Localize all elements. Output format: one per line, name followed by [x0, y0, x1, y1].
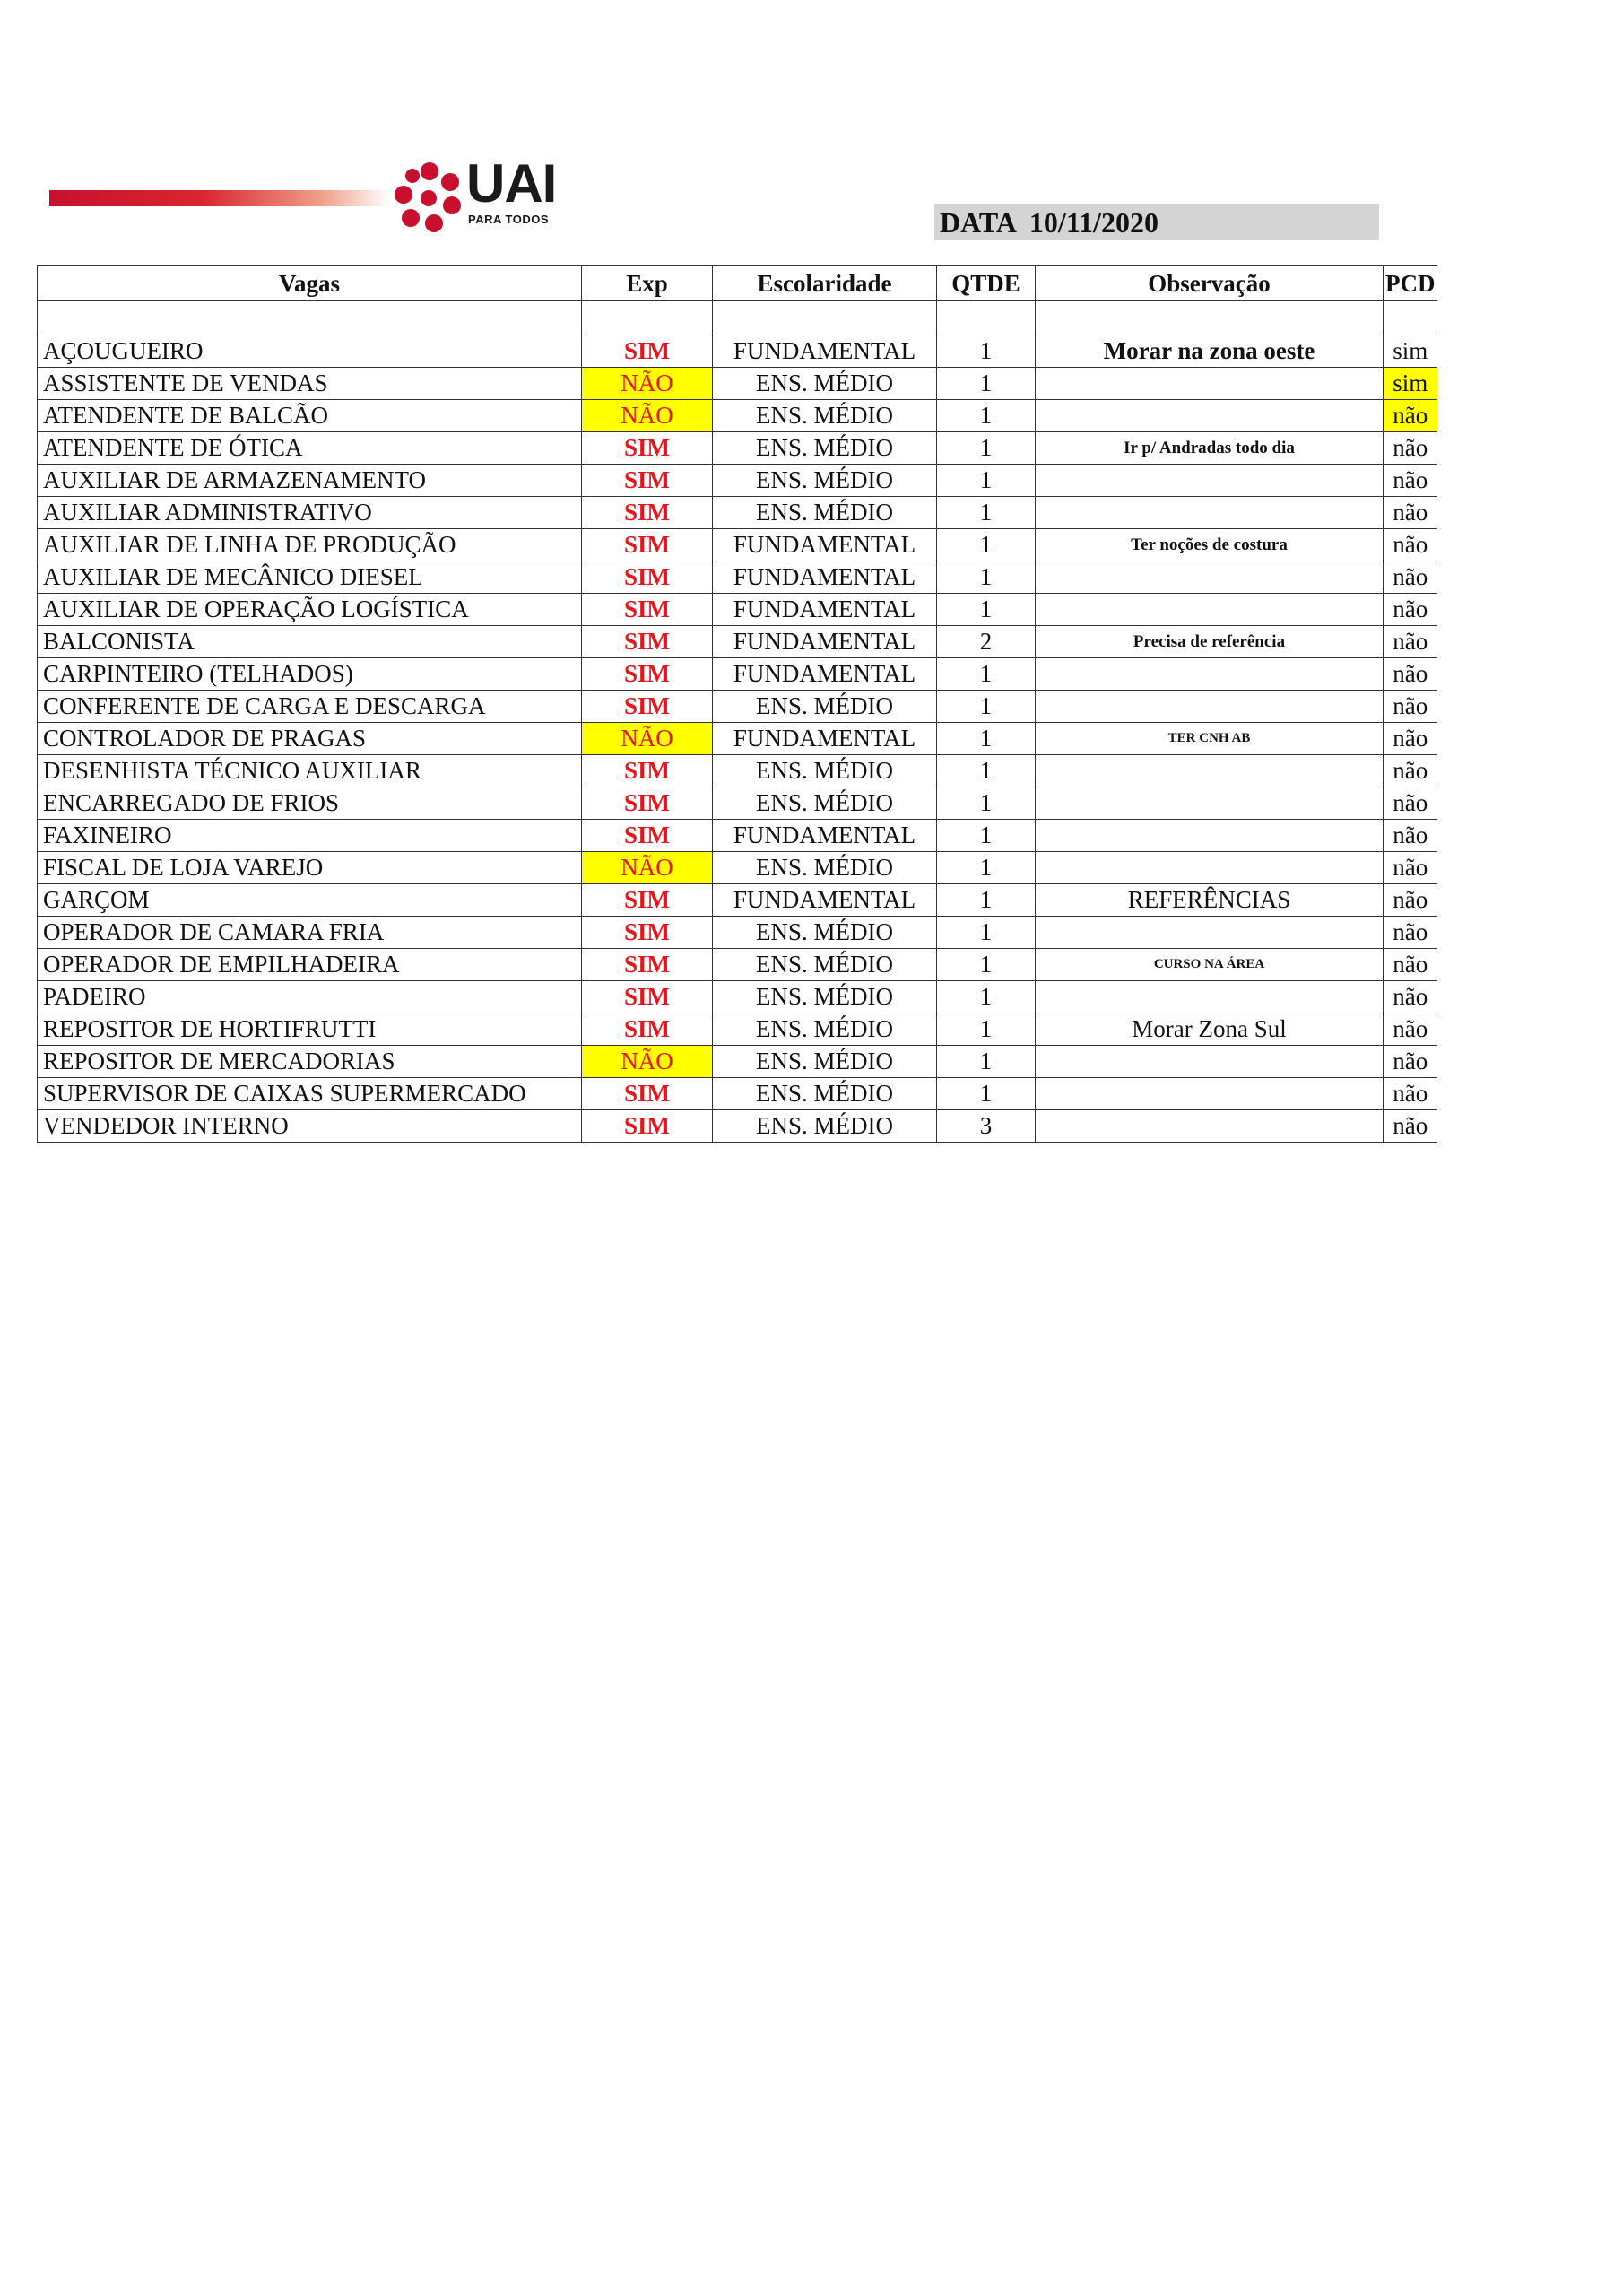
escolaridade-cell: ENS. MÉDIO [713, 1078, 937, 1110]
vaga-cell: VENDEDOR INTERNO [38, 1110, 582, 1143]
exp-cell: SIM [582, 335, 713, 368]
blank-cell [1384, 301, 1437, 335]
qtde-cell: 1 [937, 981, 1036, 1013]
qtde-cell: 1 [937, 1078, 1036, 1110]
table-row [38, 658, 1437, 691]
observacao-cell: CURSO NA ÁREA [1036, 949, 1384, 981]
qtde-cell: 1 [937, 529, 1036, 561]
observacao-cell: TER CNH AB [1036, 723, 1384, 755]
escolaridade-cell: ENS. MÉDIO [713, 691, 937, 723]
pcd-cell: sim [1384, 335, 1437, 368]
table-row [38, 723, 1437, 755]
qtde-cell: 1 [937, 884, 1036, 917]
table-row [38, 335, 1437, 368]
blank-cell [713, 301, 937, 335]
exp-cell: SIM [582, 1078, 713, 1110]
pcd-cell: não [1384, 1110, 1437, 1143]
pcd-cell: não [1384, 561, 1437, 594]
table-header-row [38, 266, 1437, 301]
exp-cell: SIM [582, 787, 713, 820]
observacao-cell: Morar na zona oeste [1036, 335, 1384, 368]
table-row [38, 1046, 1437, 1078]
date-value: 10/11/2020 [1028, 206, 1159, 239]
table-row [38, 1013, 1437, 1046]
observacao-cell [1036, 465, 1384, 497]
escolaridade-cell: ENS. MÉDIO [713, 981, 937, 1013]
escolaridade-cell: ENS. MÉDIO [713, 465, 937, 497]
table-row [38, 787, 1437, 820]
table-row [38, 400, 1437, 432]
pcd-cell: não [1384, 1078, 1437, 1110]
exp-cell: SIM [582, 497, 713, 529]
jobs-table [37, 265, 1437, 1143]
exp-cell: SIM [582, 1110, 713, 1143]
vaga-cell: CONFERENTE DE CARGA E DESCARGA [38, 691, 582, 723]
qtde-cell: 1 [937, 561, 1036, 594]
escolaridade-cell: ENS. MÉDIO [713, 432, 937, 465]
escolaridade-cell: FUNDAMENTAL [713, 884, 937, 917]
vaga-cell: AUXILIAR DE ARMAZENAMENTO [38, 465, 582, 497]
escolaridade-cell: ENS. MÉDIO [713, 917, 937, 949]
vaga-cell: ENCARREGADO DE FRIOS [38, 787, 582, 820]
exp-cell: NÃO [582, 723, 713, 755]
exp-cell: SIM [582, 755, 713, 787]
table-row [38, 497, 1437, 529]
table-row [38, 820, 1437, 852]
qtde-cell: 1 [937, 335, 1036, 368]
vaga-cell: CARPINTEIRO (TELHADOS) [38, 658, 582, 691]
escolaridade-cell: FUNDAMENTAL [713, 594, 937, 626]
pcd-cell: não [1384, 884, 1437, 917]
pcd-cell: não [1384, 497, 1437, 529]
qtde-cell: 1 [937, 949, 1036, 981]
vaga-cell: AUXILIAR ADMINISTRATIVO [38, 497, 582, 529]
exp-cell: NÃO [582, 400, 713, 432]
pcd-cell: não [1384, 465, 1437, 497]
date-box [934, 204, 1379, 240]
qtde-cell: 1 [937, 691, 1036, 723]
escolaridade-cell: FUNDAMENTAL [713, 723, 937, 755]
observacao-cell [1036, 755, 1384, 787]
exp-cell: SIM [582, 917, 713, 949]
escolaridade-cell: ENS. MÉDIO [713, 787, 937, 820]
escolaridade-cell: ENS. MÉDIO [713, 852, 937, 884]
table-row [38, 1078, 1437, 1110]
date-label: DATA [940, 206, 1017, 239]
blank-cell [937, 301, 1036, 335]
observacao-cell [1036, 981, 1384, 1013]
vaga-cell: ASSISTENTE DE VENDAS [38, 368, 582, 400]
escolaridade-cell: ENS. MÉDIO [713, 497, 937, 529]
qtde-cell: 1 [937, 465, 1036, 497]
exp-cell: SIM [582, 529, 713, 561]
observacao-cell [1036, 917, 1384, 949]
escolaridade-cell: FUNDAMENTAL [713, 820, 937, 852]
vaga-cell: PADEIRO [38, 981, 582, 1013]
vaga-cell: FAXINEIRO [38, 820, 582, 852]
table-row [38, 917, 1437, 949]
exp-cell: SIM [582, 949, 713, 981]
escolaridade-cell: ENS. MÉDIO [713, 368, 937, 400]
exp-cell: NÃO [582, 852, 713, 884]
vaga-cell: OPERADOR DE CAMARA FRIA [38, 917, 582, 949]
vaga-cell: AÇOUGUEIRO [38, 335, 582, 368]
exp-cell: SIM [582, 1013, 713, 1046]
header-exp: Exp [582, 266, 713, 301]
escolaridade-cell: FUNDAMENTAL [713, 626, 937, 658]
exp-cell: SIM [582, 658, 713, 691]
header-gradient-bar [49, 190, 390, 206]
vaga-cell: AUXILIAR DE LINHA DE PRODUÇÃO [38, 529, 582, 561]
escolaridade-cell: ENS. MÉDIO [713, 1046, 937, 1078]
vaga-cell: ATENDENTE DE BALCÃO [38, 400, 582, 432]
qtde-cell: 1 [937, 368, 1036, 400]
pcd-cell: não [1384, 917, 1437, 949]
qtde-cell: 1 [937, 723, 1036, 755]
uai-flower-logo-icon [393, 159, 466, 239]
pcd-cell: não [1384, 691, 1437, 723]
vaga-cell: DESENHISTA TÉCNICO AUXILIAR [38, 755, 582, 787]
logo-subtitle: PARA TODOS [468, 213, 549, 226]
observacao-cell [1036, 1110, 1384, 1143]
pcd-cell: não [1384, 432, 1437, 465]
pcd-cell: não [1384, 400, 1437, 432]
qtde-cell: 3 [937, 1110, 1036, 1143]
qtde-cell: 1 [937, 1046, 1036, 1078]
qtde-cell: 1 [937, 755, 1036, 787]
exp-cell: SIM [582, 981, 713, 1013]
pcd-cell: não [1384, 529, 1437, 561]
observacao-cell [1036, 658, 1384, 691]
pcd-cell: sim [1384, 368, 1437, 400]
observacao-cell [1036, 852, 1384, 884]
observacao-cell [1036, 497, 1384, 529]
exp-cell: SIM [582, 594, 713, 626]
qtde-cell: 1 [937, 594, 1036, 626]
exp-cell: SIM [582, 432, 713, 465]
exp-cell: NÃO [582, 368, 713, 400]
exp-cell: SIM [582, 884, 713, 917]
table-row [38, 949, 1437, 981]
vaga-cell: AUXILIAR DE MECÂNICO DIESEL [38, 561, 582, 594]
observacao-cell: Precisa de referência [1036, 626, 1384, 658]
table-row [38, 561, 1437, 594]
pcd-cell: não [1384, 787, 1437, 820]
header-qtde: QTDE [937, 266, 1036, 301]
vaga-cell: BALCONISTA [38, 626, 582, 658]
observacao-cell [1036, 820, 1384, 852]
escolaridade-cell: FUNDAMENTAL [713, 658, 937, 691]
escolaridade-cell: ENS. MÉDIO [713, 949, 937, 981]
observacao-cell [1036, 787, 1384, 820]
pcd-cell: não [1384, 1013, 1437, 1046]
uai-logo [393, 153, 563, 239]
pcd-cell: não [1384, 594, 1437, 626]
exp-cell: SIM [582, 820, 713, 852]
exp-cell: SIM [582, 691, 713, 723]
vaga-cell: ATENDENTE DE ÓTICA [38, 432, 582, 465]
escolaridade-cell: ENS. MÉDIO [713, 755, 937, 787]
escolaridade-cell: ENS. MÉDIO [713, 1110, 937, 1143]
table-row [38, 981, 1437, 1013]
escolaridade-cell: FUNDAMENTAL [713, 335, 937, 368]
header-pcd: PCD [1384, 266, 1437, 301]
escolaridade-cell: ENS. MÉDIO [713, 400, 937, 432]
qtde-cell: 1 [937, 852, 1036, 884]
observacao-cell: Ter noções de costura [1036, 529, 1384, 561]
escolaridade-cell: FUNDAMENTAL [713, 529, 937, 561]
exp-cell: NÃO [582, 1046, 713, 1078]
qtde-cell: 1 [937, 400, 1036, 432]
blank-cell [582, 301, 713, 335]
header-observacao: Observação [1036, 266, 1384, 301]
vaga-cell: AUXILIAR DE OPERAÇÃO LOGÍSTICA [38, 594, 582, 626]
qtde-cell: 1 [937, 497, 1036, 529]
table-row [38, 432, 1437, 465]
blank-cell [38, 301, 582, 335]
qtde-cell: 1 [937, 787, 1036, 820]
observacao-cell [1036, 561, 1384, 594]
escolaridade-cell: FUNDAMENTAL [713, 561, 937, 594]
pcd-cell: não [1384, 949, 1437, 981]
logo-word: UAI [466, 153, 557, 213]
table-row [38, 1110, 1437, 1143]
pcd-cell: não [1384, 820, 1437, 852]
observacao-cell [1036, 1046, 1384, 1078]
pcd-cell: não [1384, 852, 1437, 884]
qtde-cell: 1 [937, 820, 1036, 852]
observacao-cell [1036, 400, 1384, 432]
vaga-cell: GARÇOM [38, 884, 582, 917]
exp-cell: SIM [582, 626, 713, 658]
observacao-cell: Morar Zona Sul [1036, 1013, 1384, 1046]
table-row [38, 691, 1437, 723]
observacao-cell [1036, 368, 1384, 400]
escolaridade-cell: ENS. MÉDIO [713, 1013, 937, 1046]
qtde-cell: 2 [937, 626, 1036, 658]
blank-row [38, 301, 1437, 335]
blank-cell [1036, 301, 1384, 335]
pcd-cell: não [1384, 755, 1437, 787]
pcd-cell: não [1384, 658, 1437, 691]
qtde-cell: 1 [937, 1013, 1036, 1046]
vaga-cell: FISCAL DE LOJA VAREJO [38, 852, 582, 884]
table-row [38, 529, 1437, 561]
observacao-cell [1036, 691, 1384, 723]
pcd-cell: não [1384, 981, 1437, 1013]
qtde-cell: 1 [937, 917, 1036, 949]
vaga-cell: SUPERVISOR DE CAIXAS SUPERMERCADO [38, 1078, 582, 1110]
header-escolaridade: Escolaridade [713, 266, 937, 301]
pcd-cell: não [1384, 1046, 1437, 1078]
table-row [38, 368, 1437, 400]
qtde-cell: 1 [937, 432, 1036, 465]
table-row [38, 465, 1437, 497]
table-row [38, 852, 1437, 884]
observacao-cell [1036, 1078, 1384, 1110]
table-row [38, 755, 1437, 787]
vaga-cell: OPERADOR DE EMPILHADEIRA [38, 949, 582, 981]
table-row [38, 594, 1437, 626]
vaga-cell: CONTROLADOR DE PRAGAS [38, 723, 582, 755]
exp-cell: SIM [582, 465, 713, 497]
observacao-cell [1036, 594, 1384, 626]
vaga-cell: REPOSITOR DE MERCADORIAS [38, 1046, 582, 1078]
pcd-cell: não [1384, 723, 1437, 755]
observacao-cell: REFERÊNCIAS [1036, 884, 1384, 917]
exp-cell: SIM [582, 561, 713, 594]
qtde-cell: 1 [937, 658, 1036, 691]
table-row [38, 884, 1437, 917]
observacao-cell: Ir p/ Andradas todo dia [1036, 432, 1384, 465]
pcd-cell: não [1384, 626, 1437, 658]
table-row [38, 626, 1437, 658]
vaga-cell: REPOSITOR DE HORTIFRUTTI [38, 1013, 582, 1046]
header-vagas: Vagas [38, 266, 582, 301]
